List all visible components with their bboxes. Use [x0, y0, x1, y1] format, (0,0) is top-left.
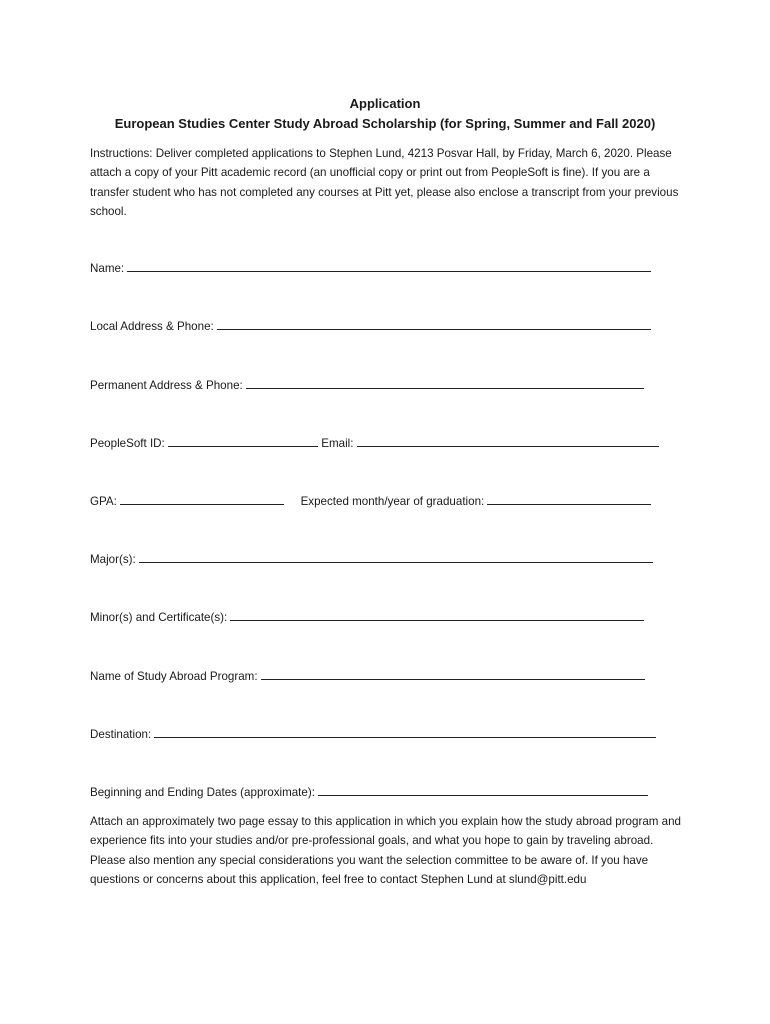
instructions-paragraph: Instructions: Deliver completed applications to Stephen Lund, 4213 Posvar Hall, by Friday, March 6, 2020. Please attach a copy of your Pitt academic record (an unofficial copy or print out from PeopleSoft is fine). If you are a transfer student who has not completed any courses at Pitt yet, please also enclose a transcript from your previous school.	[90, 147, 679, 219]
essay-instructions-paragraph: Attach an approximately two page essay to this application in which you explain how the study abroad program and experience fits into your studies and/or pre-professional goals, and what you hope to gain by traveling abroad. Please also mention any special considerations you want the selection committee to be aware of. If you have questions or concerns about this application, feel free to contact Stephen Lund at slund@pitt.edu	[90, 815, 681, 887]
gpa-graduation-field-row	[90, 493, 651, 510]
permanent-address-field-row	[90, 377, 644, 394]
program-field-row	[90, 668, 645, 685]
program-label: Name of Study Abroad Program:	[90, 670, 258, 683]
email-line[interactable]	[357, 435, 659, 447]
local-address-field-row	[90, 318, 651, 335]
minors-label: Minor(s) and Certificate(s):	[90, 611, 228, 624]
majors-line[interactable]	[139, 551, 653, 563]
destination-field-row	[90, 726, 656, 743]
program-line[interactable]	[261, 668, 645, 680]
destination-label: Destination:	[90, 728, 152, 741]
dates-line[interactable]	[318, 784, 648, 796]
minors-field-row	[90, 609, 644, 626]
name-label: Name:	[90, 262, 125, 275]
graduation-label: Expected month/year of graduation:	[300, 495, 485, 508]
gpa-line[interactable]	[120, 493, 284, 505]
name-line[interactable]	[127, 260, 651, 272]
local-address-line[interactable]	[217, 318, 651, 330]
minors-line[interactable]	[230, 609, 644, 621]
peoplesoft-email-field-row	[90, 435, 659, 452]
destination-line[interactable]	[154, 726, 656, 738]
permanent-address-line[interactable]	[246, 377, 644, 389]
local-address-label: Local Address & Phone:	[90, 320, 214, 333]
majors-label: Major(s):	[90, 553, 136, 566]
peoplesoft-id-line[interactable]	[168, 435, 318, 447]
dates-label: Beginning and Ending Dates (approximate):	[90, 786, 315, 799]
dates-field-row	[90, 784, 648, 801]
graduation-line[interactable]	[487, 493, 651, 505]
email-label: Email:	[321, 437, 354, 450]
majors-field-row	[90, 551, 653, 568]
permanent-address-label: Permanent Address & Phone:	[90, 379, 243, 392]
name-field-row	[90, 260, 651, 277]
page-title: Application	[349, 96, 421, 111]
title-block	[0, 94, 770, 134]
page-subtitle: European Studies Center Study Abroad Scholarship (for Spring, Summer and Fall 2020)	[114, 116, 656, 131]
peoplesoft-id-label: PeopleSoft ID:	[90, 437, 165, 450]
gpa-label: GPA:	[90, 495, 117, 508]
